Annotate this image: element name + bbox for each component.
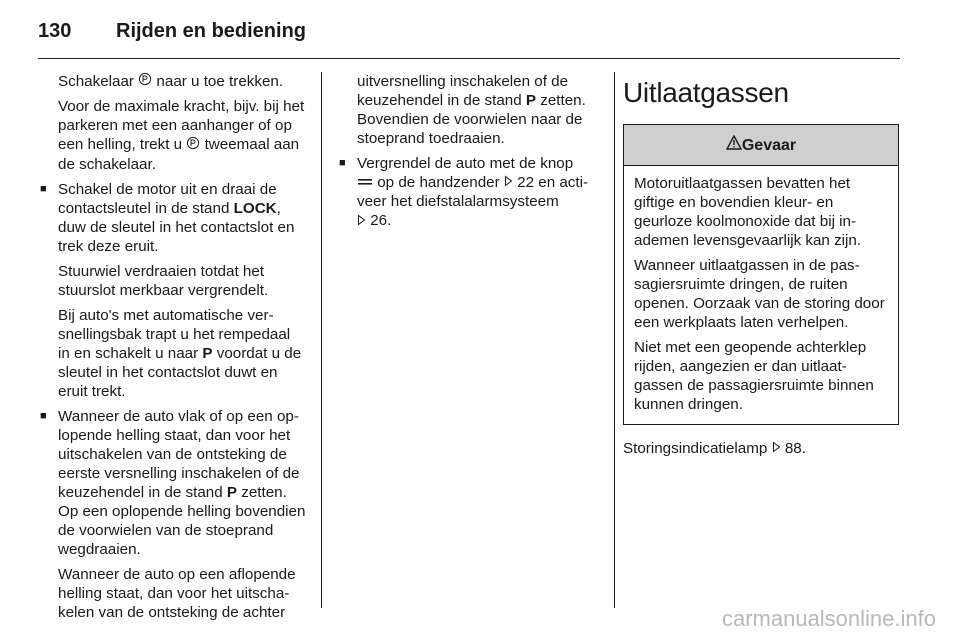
paragraph: Bij auto's met automatische versnellingsbak trapt u het rempedaal in en schakelt u naar P voordat u de sleutel in het contactslot duwt en eruit trekt.: [58, 306, 302, 400]
warning-triangle-icon: [726, 135, 742, 155]
paragraph: uitversnelling inschakelen of de keuzehendel in de stand P zetten. Bovendien de voorwielen naar de stoeprand toedraaien.: [357, 73, 586, 147]
page-reference[interactable]: 22: [517, 174, 535, 191]
column-3: [623, 72, 901, 464]
bullet-item: ■ Schakel de motor uit en draai de contactsleutel in de stand LOCK, duw de sleutel in het contactslot en trek deze eruit.: [40, 180, 306, 256]
lock-button-icon: [357, 173, 373, 192]
paragraph: Wanneer de auto op een aflopende helling staat, dan voor het uitschakelen van de ontsteking de achter: [58, 565, 296, 621]
watermark: carmanualsonline.info: [721, 606, 936, 631]
bullet-item: ■ Wanneer de auto vlak of op een oplopende helling staat, dan voor het uitschakelen van de ontsteking de eerste versnelling inschakelen of de keuzehendel in de stand P zetten. Op een oplopende helling bovendien de voorwielen van de stoeprand wegdraaien.: [40, 407, 306, 559]
warning-heading: Gevaar: [624, 125, 898, 166]
arrow-reference-icon: [504, 173, 513, 192]
warning-body: [624, 166, 898, 424]
paragraph: Storingsindicatielamp 88.: [623, 440, 806, 457]
column-divider: [321, 72, 322, 608]
page-reference[interactable]: 26.: [370, 212, 392, 230]
column-divider: [614, 72, 615, 608]
column-1: [40, 72, 306, 628]
column-2: [339, 72, 601, 237]
parking-brake-icon: [138, 72, 152, 91]
warning-paragraph: Niet met een geopende achterklep rijden, aangezien er dan uitlaatgassen de passagiersruimte binnen kunnen dringen.: [634, 339, 874, 413]
arrow-reference-icon: [772, 439, 781, 458]
parking-brake-icon: [186, 136, 200, 155]
page-header: [38, 20, 306, 44]
header-divider: [38, 58, 900, 59]
warning-paragraph: Wanneer uitlaatgassen in de passagiersruimte dringen, de ruiten openen. Oorzaak van de storing door een werkplaats laten verhelpen.: [634, 257, 885, 331]
paragraph: Voor de maximale kracht, bijv. bij het parkeren met een aanhanger of op een helling, trekt u tweemaal aan de schakelaar.: [58, 98, 305, 173]
paragraph: Schakelaar naar u toe trekken.: [58, 73, 284, 90]
section-title: Uitlaatgassen: [623, 77, 789, 108]
paragraph: Stuurwiel verdraaien totdat het stuurslot merkbaar vergrendelt.: [58, 262, 269, 299]
warning-box: [623, 124, 899, 425]
bullet-item: ■ Vergrendel de auto met de knop op de handzender 22 en activeer het diefstalalarmsysteem 26.: [339, 154, 601, 231]
page-reference[interactable]: 88.: [784, 440, 806, 457]
page-number: 130: [38, 20, 72, 42]
warning-paragraph: Motoruitlaatgassen bevatten het giftige en bovendien kleur- en geurloze koolmonoxide dat bij inademen levensgevaarlijk kan zijn.: [634, 175, 862, 249]
chapter-title: Rijden en bediening: [116, 20, 307, 42]
arrow-reference-icon: [357, 212, 366, 231]
